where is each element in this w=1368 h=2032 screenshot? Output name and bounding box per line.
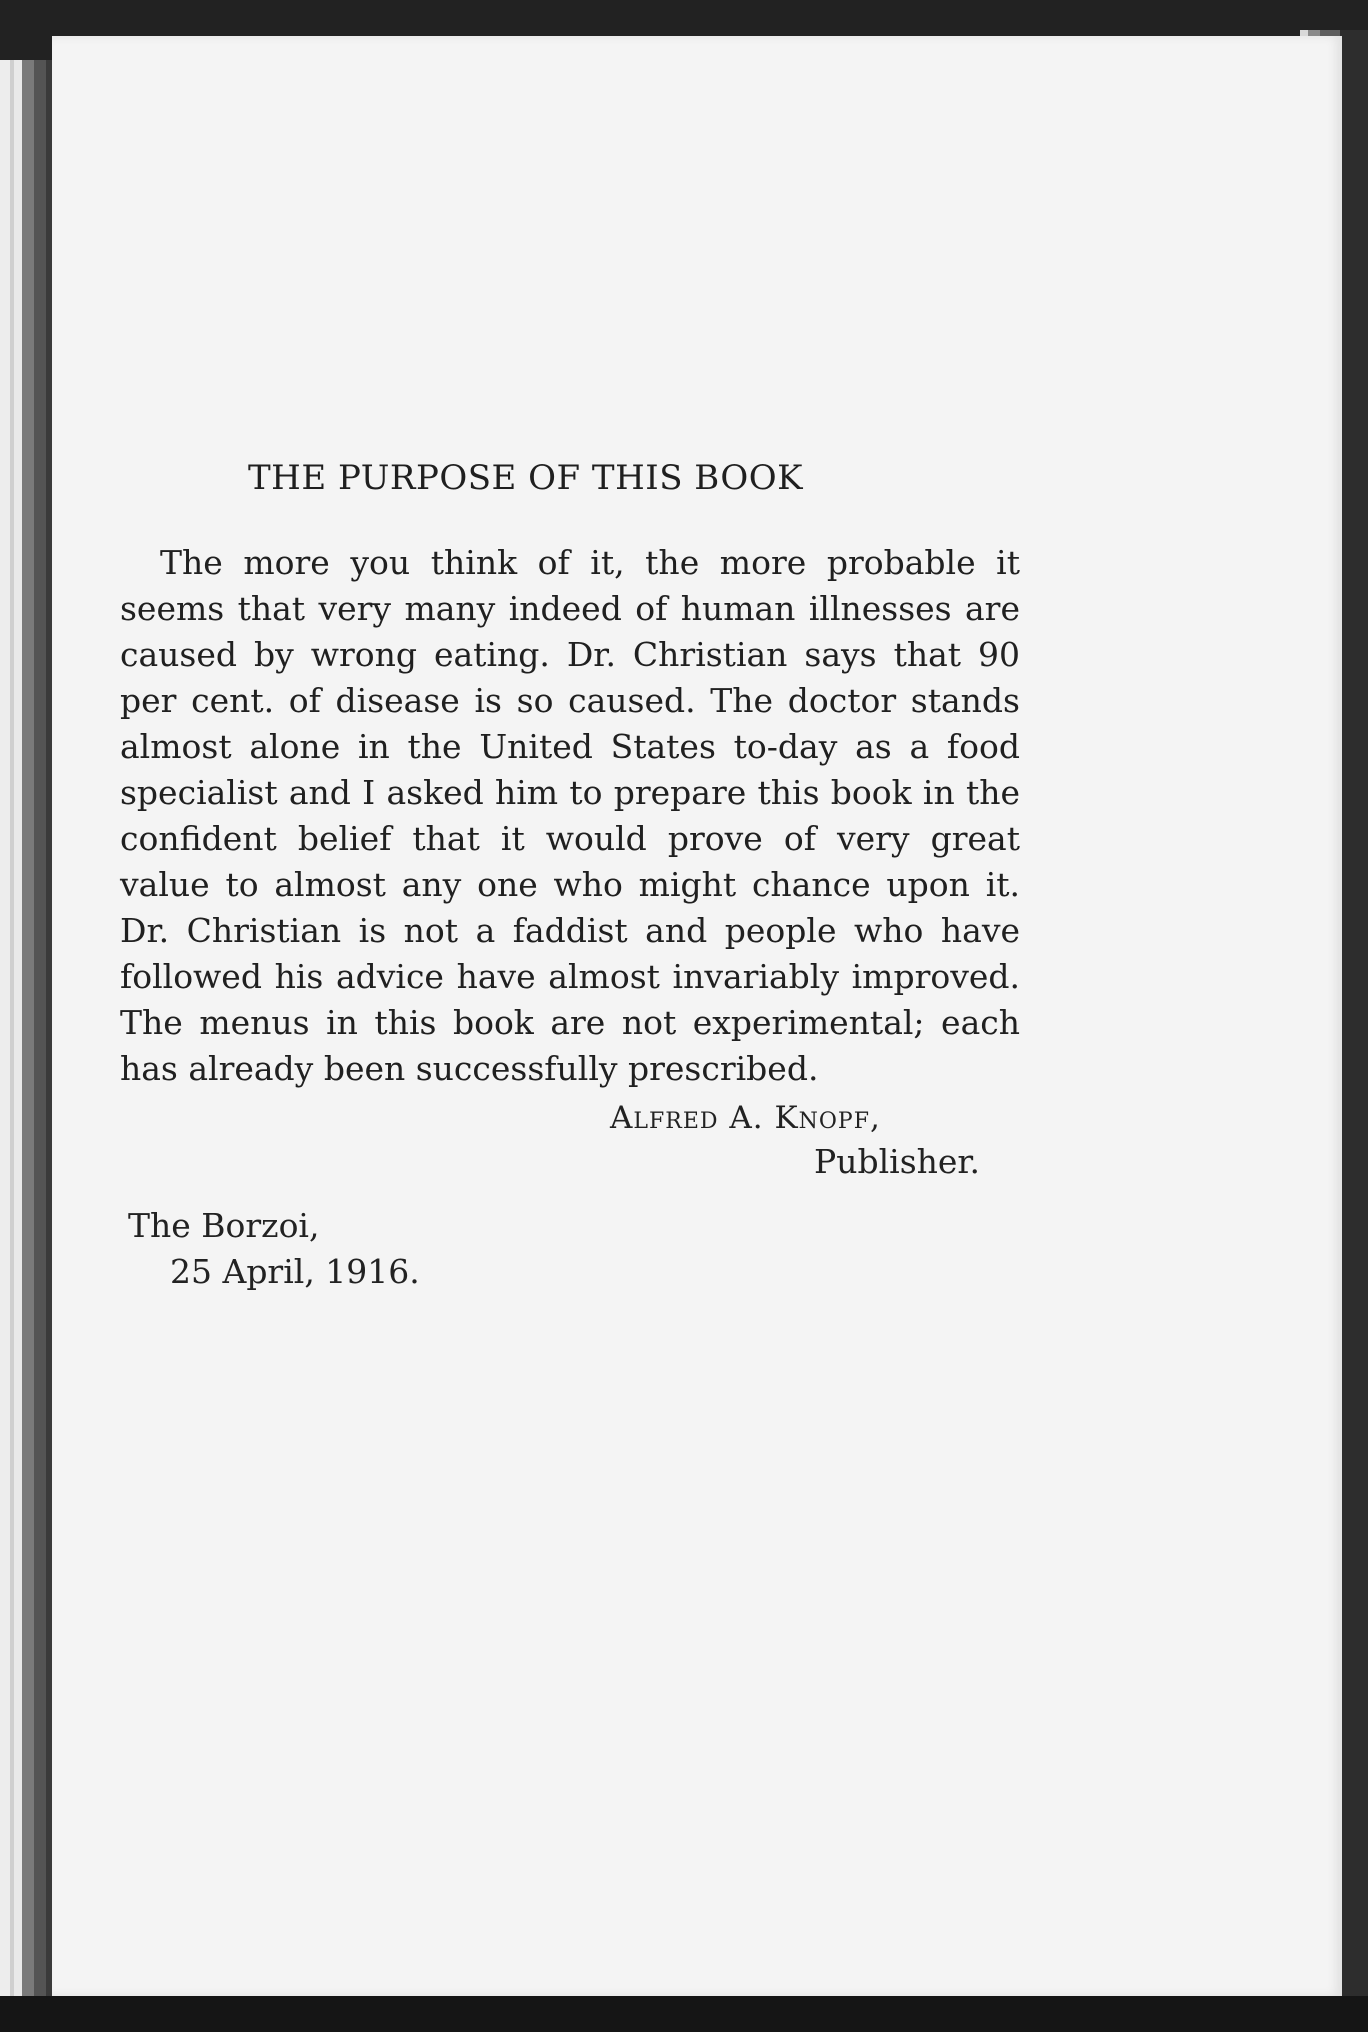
left-page-edge [0,60,60,2010]
body-line: specialist and I asked him to prepare this book in the [120,773,1020,812]
body-line: The more you think of it, the more probable it [160,543,1020,582]
body-line: followed his advice have almost invariably improved. [120,957,1020,996]
body-text [120,540,1020,1092]
bottom-edge [0,1996,1368,2032]
body-line: almost alone in the United States to-day as a food [120,727,1020,766]
body-line: caused by wrong eating. Dr. Christian says that 90 [120,635,1020,674]
body-line: confident belief that it would prove of very great [120,819,1020,858]
body-line: Dr. Christian is not a faddist and people who have [120,911,1020,950]
body-line: seems that very many indeed of human illnesses are [120,589,1020,628]
place-line: The Borzoi, [128,1206,320,1245]
date-line: 25 April, 1916. [170,1252,420,1291]
signature-role: Publisher. [814,1142,981,1181]
body-line: per cent. of disease is so caused. The doctor stands [120,681,1020,720]
page-title: THE PURPOSE OF THIS BOOK [248,458,804,498]
body-line: value to almost any one who might chance upon it. [120,865,1020,904]
signature-name: Alfred A. Knopf, [610,1100,881,1136]
body-line: has already been successfully prescribed. [120,1049,819,1088]
body-line: The menus in this book are not experimental; each [120,1003,1020,1042]
